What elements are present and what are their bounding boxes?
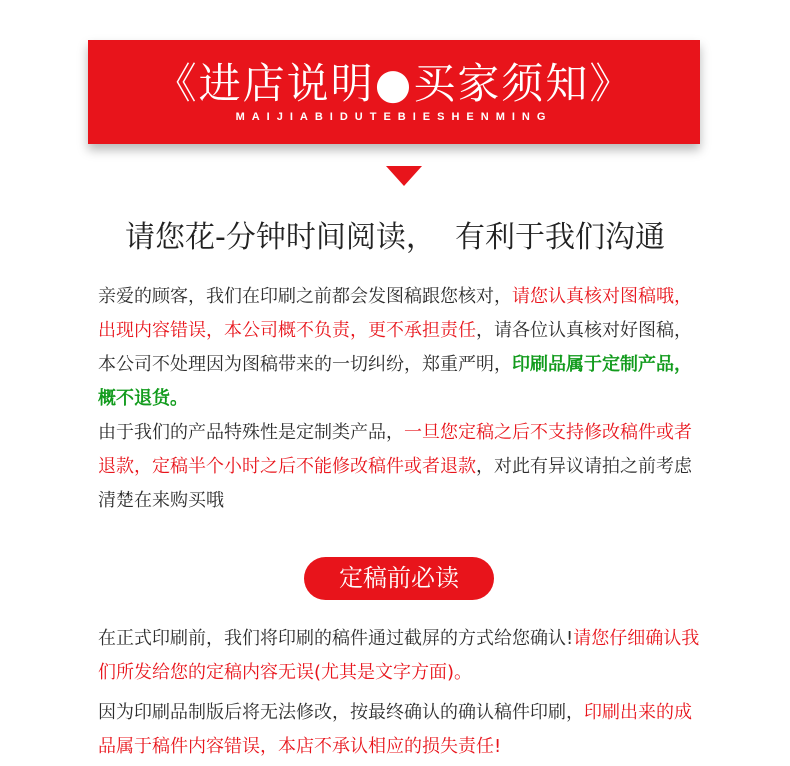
notice-warning-text: 请您仔细确认我们所发给您的定稿内容无误(尤其是文字方面)。 (98, 628, 700, 683)
intro-text: ，对此有异议请拍之前考虑清楚在来购买哦 (98, 456, 692, 511)
page-headline: 请您花-分钟时间阅读， 有利于我们沟通 (125, 220, 665, 255)
intro-text: ，请各位认真核对好图稿，本公司不处理因为图稿带来的一切纠纷，郑重严明， (98, 320, 692, 375)
notice-text: 因为印刷品制版后将无法修改，按最终确认的确认稿件印刷， (98, 702, 584, 723)
banner-subtitle: MAIJIABIDUTEBIESHENMING (235, 111, 553, 123)
section-button: 定稿前必读 (304, 557, 494, 600)
no-refund-text: 印刷品属于定制产品，概不退货。 (98, 354, 692, 409)
notice-paragraph-2 (98, 696, 708, 764)
down-arrow-icon (386, 166, 422, 186)
notice-text: 在正式印刷前，我们将印刷的稿件通过截屏的方式给您确认! (98, 628, 574, 649)
intro-text: 亲爱的顾客，我们在印刷之前都会发图稿跟您核对， (98, 286, 512, 307)
intro-paragraph-1 (98, 280, 708, 416)
header-banner (88, 40, 700, 144)
banner-title: 《进店说明●买家须知》 (154, 59, 634, 108)
intro-text: 由于我们的产品特殊性是定制类产品， (98, 422, 404, 443)
intro-warning-text: 请您认真核对图稿哦，出现内容错误，本公司概不负责，更不承担责任 (98, 286, 692, 341)
intro-warning-text: 一旦您定稿之后不支持修改稿件或者退款，定稿半个小时之后不能修改稿件或者退款 (98, 422, 692, 477)
intro-paragraph-2 (98, 416, 708, 518)
notice-paragraph-1 (98, 622, 708, 690)
notice-warning-text: 印刷出来的成品属于稿件内容错误，本店不承认相应的损失责任! (98, 702, 692, 757)
